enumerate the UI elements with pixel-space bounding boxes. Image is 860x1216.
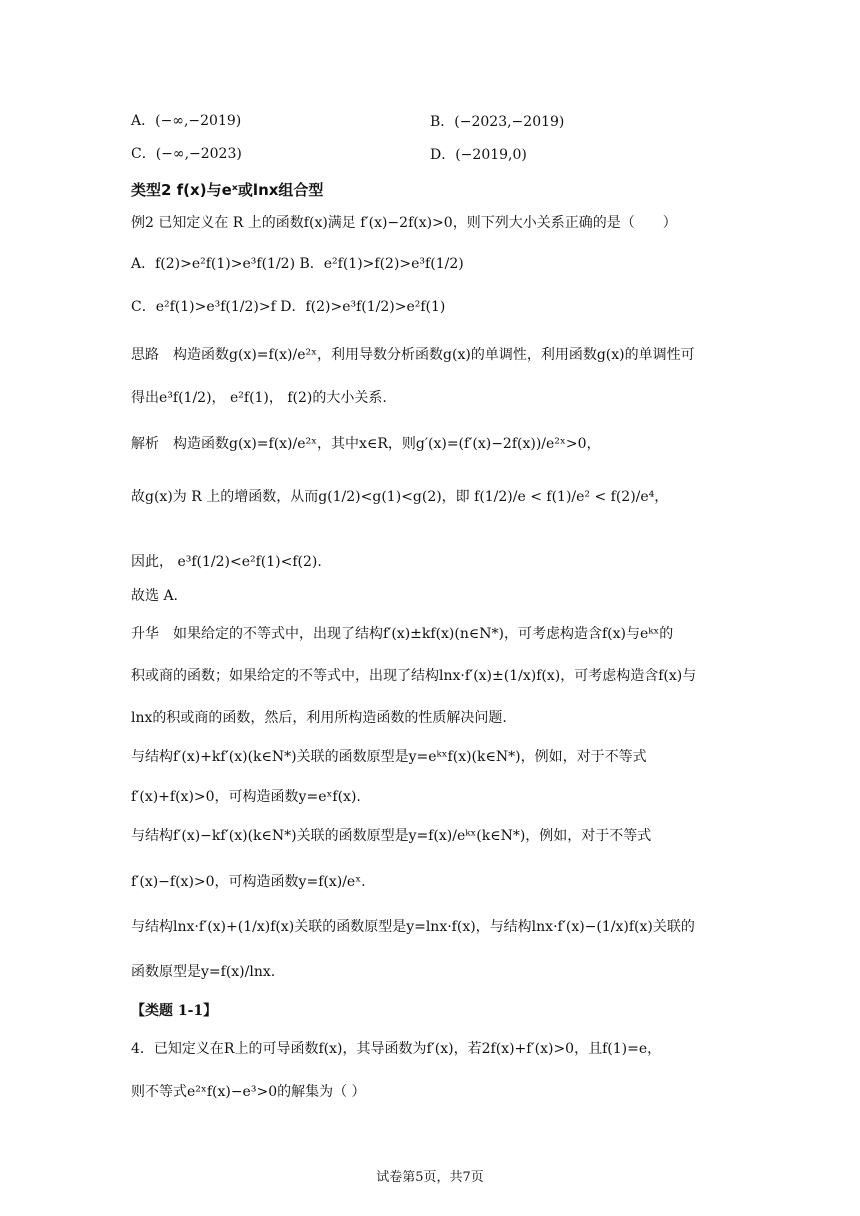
sublimation-line-2: 积或商的函数；如果给定的不等式中，出现了结构lnx·f′(x)±(1/x)f(x)，可考虑构造含f(x)与 [131, 668, 697, 684]
solution-line-1: 解析 构造函数g(x)=f(x)/e²ˣ，其中x∈R，则g′(x)=(f′(x)−2f(x))/e²ˣ>0， [131, 436, 601, 452]
sublimation-line-5: f′(x)+f(x)>0，可构造函数y=eˣf(x). [131, 789, 361, 805]
idea-line-2: 得出e³f(1/2)， e²f(1)， f(2)的大小关系. [131, 390, 387, 406]
sublimation-line-4: 与结构f′(x)+kf′(x)(k∈N*)关联的函数原型是y=eᵏˣf(x)(k∈N*)，例如，对于不等式 [131, 749, 647, 765]
question-4-line-1: 4．已知定义在R上的可导函数f(x)，其导函数为f′(x)，若2f(x)+f′(x)>0，且f(1)=e， [131, 1041, 662, 1057]
idea-line-1: 思路 构造函数g(x)=f(x)/e²ˣ，利用导数分析函数g(x)的单调性，利用函数g(x)的单调性可 [131, 347, 695, 363]
similar-label: 【类题 1-1】 [131, 1003, 218, 1019]
solution-line-3: 因此， e³f(1/2)<e²f(1)<f(2). [131, 554, 322, 570]
sublimation-line-3: lnx的积或商的函数，然后，利用所构造函数的性质解决问题. [131, 710, 507, 726]
sublimation-line-9: 函数原型是y=f(x)/lnx. [131, 964, 276, 980]
sublimation-line-6: 与结构f′(x)−kf′(x)(k∈N*)关联的函数原型是y=f(x)/eᵏˣ(k∈N*)，例如，对于不等式 [131, 828, 652, 844]
sublimation-line-1: 升华 如果给定的不等式中，出现了结构f′(x)±kf(x)(n∈N*)，可考虑构造含f(x)与eᵏˣ的 [131, 626, 674, 642]
page-footer: 试卷第5页，共7页 [376, 1170, 484, 1185]
choice-b: B．(−2023,−2019) [430, 114, 565, 130]
choice-c: C．(−∞,−2023) [131, 146, 242, 162]
example2-stem: 例2 已知定义在 R 上的函数f(x)满足 f′(x)−2f(x)>0，则下列大小关系正确的是（ ） [131, 215, 677, 231]
choice-a: A．(−∞,−2019) [131, 113, 242, 129]
example2-options-cd: C．e²f(1)>e³f(1/2)>f D．f(2)>e³f(1/2)>e²f(1) [131, 299, 446, 315]
solution-line-4: 故选 A. [131, 588, 179, 604]
example2-options-ab: A．f(2)>e²f(1)>e³f(1/2) B．e²f(1)>f(2)>e³f(1/2) [131, 256, 464, 272]
sublimation-line-7: f′(x)−f(x)>0，可构造函数y=f(x)/eˣ. [131, 874, 366, 890]
section-title: 类型2 f(x)与eˣ或lnx组合型 [131, 181, 324, 199]
choice-d: D．(−2019,0) [430, 147, 527, 163]
question-4-line-2: 则不等式e²ˣf(x)−e³>0的解集为（ ） [131, 1084, 366, 1100]
solution-line-2: 故g(x)为 R 上的增函数，从而g(1/2)<g(1)<g(2)，即 f(1/2)/e < f(1)/e² < f(2)/e⁴， [131, 489, 669, 505]
sublimation-line-8: 与结构lnx·f′(x)+(1/x)f(x)关联的函数原型是y=lnx·f(x)，与结构lnx·f′(x)−(1/x)f(x)关联的 [131, 919, 695, 935]
